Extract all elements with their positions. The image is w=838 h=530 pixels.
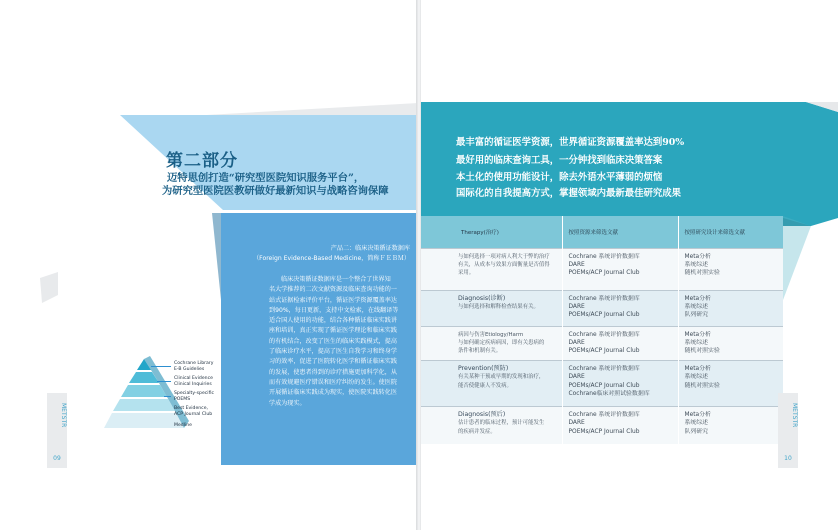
design-item: 随机对照实验 (684, 348, 720, 355)
right-side-tab (778, 393, 798, 468)
resource-item: DARE (568, 420, 585, 427)
resource-item: Cochrane 系统评价数据库 (568, 253, 640, 260)
table-cell (421, 360, 562, 406)
resource-item: DARE (568, 261, 585, 268)
design-item: 系统综述 (684, 303, 709, 310)
banner-line-3: 本土化的使用功能设计，除去外语水平薄弱的烦恼 (456, 172, 663, 183)
banner-line-4: 国际化的自我提高方式，掌握领域内最新最佳研究成果 (456, 188, 682, 199)
design-item: Meta分析 (684, 295, 711, 302)
design-item: 随机对照实验 (684, 382, 720, 389)
column-header: Therapy(治疗) (421, 216, 562, 248)
pyramid-label: ACP Journal Club (174, 412, 213, 417)
row-description: 与如何选择和解释检查结果有关。 (458, 303, 539, 310)
resource-item: POEMs/ACP Journal Club (568, 312, 640, 319)
table-cell (562, 326, 678, 360)
pyramid-leader-line (151, 366, 171, 367)
table-cell (562, 248, 678, 290)
row-description: 与如何选择一项对病人利大于弊的治疗 (458, 253, 550, 260)
row-description: 有关，从成本与效果方面衡量是否值得 (458, 261, 550, 268)
table-cell (678, 290, 783, 326)
section-title: 第二部分 (166, 151, 238, 171)
table-cell (678, 360, 783, 406)
body-line: 了临床诊疗水平，提高了医生自我学习和终身学 (269, 348, 397, 356)
product-title: 产品二：临床决策循证数据库 (330, 245, 410, 252)
design-item: 队列研究 (684, 312, 709, 319)
body-line: 站式证据检索评价平台，循证医学资源覆盖率达 (269, 296, 397, 304)
design-item: Meta分析 (684, 365, 711, 372)
row-description: 条件和机制有关。 (458, 348, 502, 355)
resource-item: Cochrane临床对照试验数据库 (568, 390, 650, 397)
resource-item: POEMs/ACP Journal Club (568, 428, 640, 435)
column-header: 按照研究设计来筛选文献 (678, 216, 783, 248)
table-cell (562, 360, 678, 406)
design-item: 系统综述 (684, 374, 709, 381)
pyramid-label: POEMS (174, 397, 191, 402)
evidence-filter-table (421, 216, 783, 444)
design-item: Meta分析 (684, 331, 711, 338)
subtitle-line-1: 迈特思创打造“研究型医院知识服务平台”， (167, 172, 365, 184)
row-condition: Prevention(预防) (458, 364, 509, 372)
resource-item: Cochrane 系统评价数据库 (568, 411, 640, 418)
row-description: 能否使健康人不发病。 (458, 382, 512, 389)
product-heading (253, 244, 410, 264)
table-row (421, 406, 783, 444)
resource-item: DARE (568, 374, 585, 381)
row-description: 采用。 (458, 270, 475, 277)
table-row (421, 360, 783, 406)
body-line: 而有效规避医疗错误和医疗纠纷的发生。使医院 (269, 378, 397, 386)
table-cell (421, 248, 562, 290)
table-cell (678, 248, 783, 290)
row-description: 与如何确定疾病病因，即有关患病的 (458, 339, 545, 346)
pyramid-leader-line (157, 381, 171, 382)
left-side-tab (47, 393, 67, 468)
design-item: Meta分析 (684, 253, 711, 260)
table-row (421, 290, 783, 326)
table-cell (421, 406, 562, 444)
product-body (269, 275, 411, 409)
body-line: 习的效率，促进了医院转化医学和循证临床实践 (269, 358, 397, 366)
resource-item: POEMs/ACP Journal Club (568, 348, 640, 355)
pyramid-label: Clinical Evidence (174, 376, 213, 381)
body-line: 适合国人使用的功能，结合各种循证临床实践讲 (269, 317, 397, 325)
body-line: 的发展，使患者得到的诊疗措施更加科学化，从 (269, 368, 397, 376)
row-description: 估计患者的临床过程，预计可能发生 (458, 420, 545, 427)
product-subtitle: （Foreign Evidence-Based Medicine，简称ＦＥＢＭ） (253, 255, 410, 262)
body-line: 名大学推荐的二次文献资源及临床查询功能的一 (269, 286, 397, 294)
pyramid-label: Specialty-specific (174, 391, 215, 396)
resource-item: Cochrane 系统评价数据库 (568, 331, 640, 338)
design-item: 队列研究 (684, 428, 709, 435)
pyramid-label: Cochrane Library (174, 361, 214, 366)
table-row (421, 326, 783, 360)
table-cell (562, 406, 678, 444)
design-item: 系统综述 (684, 261, 709, 268)
side-tab-brand: METSTR (60, 403, 67, 428)
table-cell (562, 290, 678, 326)
body-line: 学成为现实。 (269, 399, 306, 407)
table-cell (421, 290, 562, 326)
resource-item: DARE (568, 339, 585, 346)
table-cell (678, 326, 783, 360)
pyramid-label: Medline (174, 423, 192, 428)
page-number: 10 (784, 455, 792, 462)
banner-line-2: 最好用的临床查询工具，一分钟找到临床决策答案 (456, 155, 663, 166)
row-condition: Diagnosis(诊断) (458, 294, 506, 302)
table-header-row (421, 216, 783, 248)
resource-item: Cochrane 系统评价数据库 (568, 365, 640, 372)
row-description: 病因与伤害Etiology/Harm (458, 331, 524, 338)
pyramid-leader-line (164, 396, 171, 397)
design-item: Meta分析 (684, 411, 711, 418)
resource-item: DARE (568, 303, 585, 310)
pyramid-label: Clinical Inquiries (174, 382, 212, 387)
design-item: 系统综述 (684, 420, 709, 427)
column-header: 按照资源来筛选文献 (562, 216, 678, 248)
design-item: 系统综述 (684, 339, 709, 346)
body-line: 的有机结合，改变了医生的临床实践模式，提高 (269, 337, 397, 345)
body-line: 开展循证临床实践成为现实，使医院实践转化医 (269, 389, 397, 397)
product-description-box (221, 213, 418, 465)
table-row (421, 248, 783, 290)
table-cell (678, 406, 783, 444)
resource-item: Cochrane 系统评价数据库 (568, 295, 640, 302)
row-description: 的疾病并发症。 (458, 428, 496, 435)
side-tab-brand: METSTR (791, 403, 798, 428)
body-line: 临床决策循证数据库是一个整合了世界知 (281, 276, 391, 283)
subtitle-line-2: 为研究型医院医教研做好最新知识与战略咨询保障 (162, 185, 389, 197)
body-line: 座和培训，真正实现了循证医学理论和临床实践 (269, 327, 397, 335)
pyramid-label: E-B Guidelies (174, 367, 205, 372)
pyramid-label: Best Evidence, (174, 406, 208, 411)
design-item: 随机对照实验 (684, 270, 720, 277)
left-page (0, 0, 418, 530)
resource-item: POEMs/ACP Journal Club (568, 382, 640, 389)
body-line: 到90%，每日更新，支持中文检索，在线翻译等 (269, 306, 399, 314)
resource-item: POEMs/ACP Journal Club (568, 270, 640, 277)
page-number: 09 (53, 455, 61, 462)
row-description: 有关某种干预或早期的发现和治疗， (458, 374, 545, 381)
banner-line-1: 最丰富的循证医学资源，世界循证资源覆盖率达到90% (456, 137, 685, 148)
table-cell (421, 326, 562, 360)
row-condition: Diagnosis(预后) (458, 410, 506, 418)
